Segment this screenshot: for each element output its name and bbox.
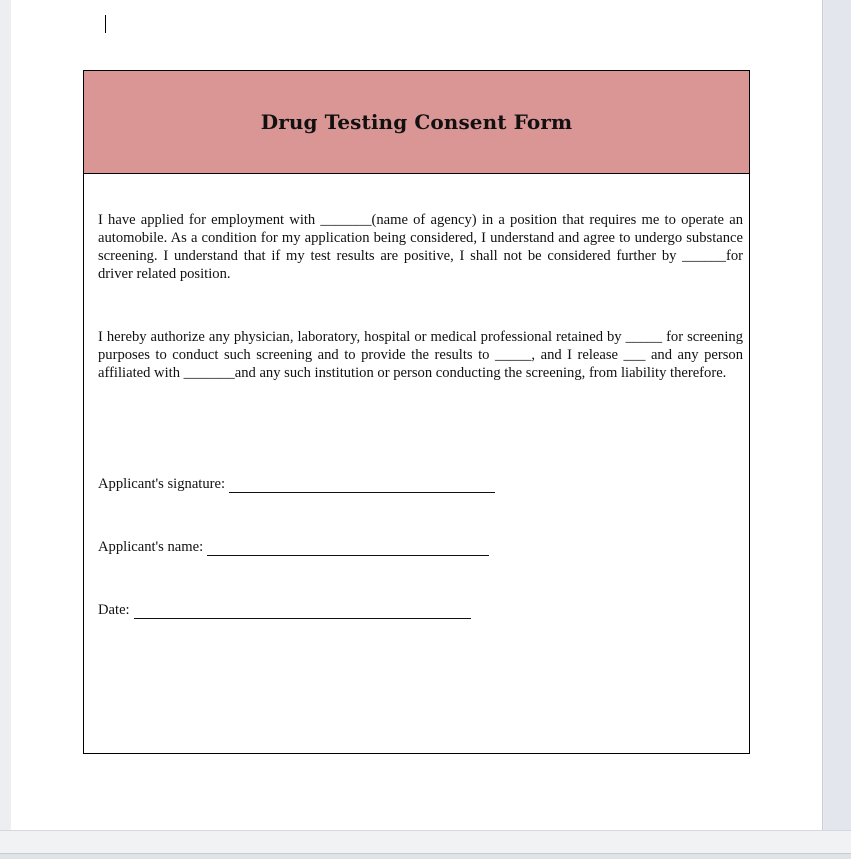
- bottom-scroll-area: [0, 830, 851, 858]
- right-gutter: [824, 0, 851, 830]
- horizontal-scrollbar[interactable]: [0, 853, 851, 859]
- text-cursor: [105, 15, 106, 33]
- form-header-cell: [84, 71, 749, 174]
- name-blank[interactable]: [207, 542, 489, 556]
- authorization-paragraph: I hereby authorize any physician, laboratory, hospital or medical professional retained by _____ for screening purposes to conduct such screening and to provide the results to _____, and I release ___ and any person affiliated with _______and any such institution or person conducting the screening, from liability therefore.: [98, 329, 743, 381]
- name-label: Applicant's name:: [98, 539, 204, 555]
- signature-blank[interactable]: [229, 479, 495, 493]
- form-title: Drug Testing Consent Form: [260, 110, 573, 134]
- employment-paragraph: I have applied for employment with _______(name of agency) in a position that requires me to operate an automobile. As a condition for my application being considered, I understand and agree to undergo substance screening. I understand that if my test results are positive, I shall not be considered further by ______for driver related position.: [98, 212, 743, 282]
- name-field: [98, 539, 489, 556]
- consent-form-table: [83, 70, 750, 754]
- left-margin-shade: [0, 0, 11, 830]
- signature-label: Applicant's signature:: [98, 476, 226, 492]
- date-field: [98, 602, 471, 619]
- date-blank[interactable]: [134, 605, 471, 619]
- signature-field: [98, 476, 495, 493]
- date-label: Date:: [98, 602, 130, 618]
- form-body-cell: [98, 211, 743, 382]
